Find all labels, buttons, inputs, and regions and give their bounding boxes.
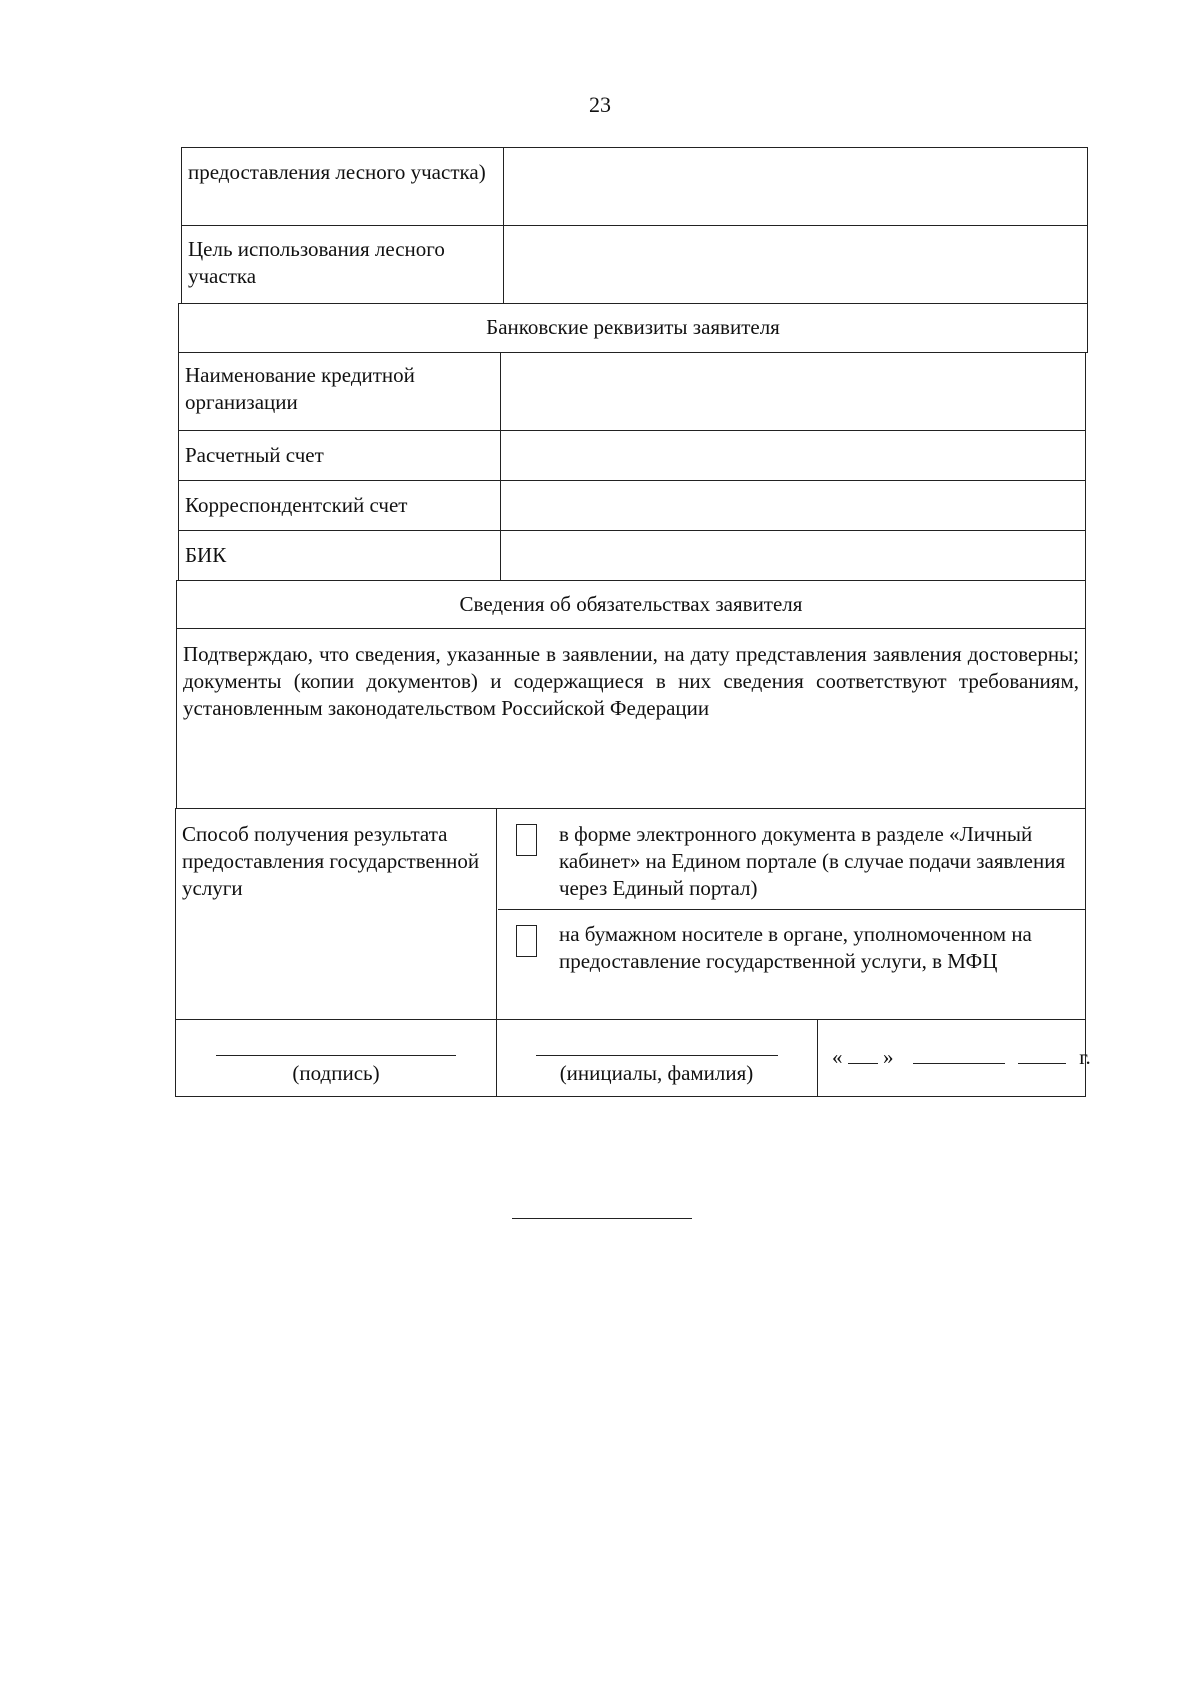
date-year-blank[interactable]: [1018, 1045, 1066, 1064]
section-title: Банковские реквизиты заявителя: [486, 315, 780, 339]
column-divider: [817, 1020, 818, 1096]
page-number: 23: [589, 92, 611, 117]
obligations-statement: Подтверждаю, что сведения, указанные в заявлении, на дату представления заявления достоверны; документы (копии документов) и содержащиеся в них сведения соответствуют требованиям, установленным законодательством Российской Федерации: [183, 642, 1079, 720]
option-label: в форме электронного документа в разделе «Личный кабинет» на Едином портале (в случае подачи заявления через Единый портал): [559, 822, 1066, 900]
electronic-document-checkbox[interactable]: [516, 824, 537, 856]
name-caption: (инициалы, фамилия): [559, 1061, 754, 1085]
paper-document-checkbox[interactable]: [516, 925, 537, 957]
row-label: предоставления лесного участка): [188, 160, 486, 184]
result-method-label: Способ получения результата предоставления государственной услуги: [182, 822, 480, 900]
row-label: БИК: [185, 543, 227, 567]
forest-plot-section: [181, 147, 1088, 304]
table-row: [179, 530, 1085, 581]
table-row: [182, 148, 1087, 225]
name-line[interactable]: [536, 1055, 778, 1056]
date-year-suffix: г.: [1079, 1045, 1091, 1069]
option-label: на бумажном носителе в органе, уполномоченном на предоставление государственной услуги, в МФЦ: [559, 922, 1032, 973]
date-day-blank[interactable]: [848, 1045, 878, 1064]
obligations-statement-box: [176, 628, 1086, 809]
signature-row: [175, 1019, 1091, 1097]
row-label: Корреспондентский счет: [185, 493, 408, 517]
date-open-quote: «: [832, 1045, 843, 1069]
table-row: [182, 225, 1087, 304]
row-label: Цель использования лесного участка: [188, 237, 445, 288]
signature-line[interactable]: [216, 1055, 456, 1056]
result-method-table: [175, 808, 1086, 1020]
date-month-blank[interactable]: [913, 1045, 1005, 1064]
date-field: [832, 1044, 1091, 1071]
column-divider: [496, 809, 497, 1019]
section-title: Сведения об обязательствах заявителя: [459, 592, 803, 616]
bank-details-table: [178, 352, 1086, 581]
table-row: [179, 480, 1085, 531]
option-divider: [498, 909, 1085, 910]
table-row: [179, 430, 1085, 481]
bank-section-header: [178, 303, 1088, 353]
obligations-section-header: [176, 580, 1086, 629]
row-label: Расчетный счет: [185, 443, 324, 467]
signature-caption: (подпись): [292, 1061, 380, 1085]
table-row: [179, 353, 1085, 430]
row-label: Наименование кредитной организации: [185, 363, 415, 414]
end-divider: [512, 1218, 692, 1219]
date-close-quote: »: [883, 1045, 894, 1069]
